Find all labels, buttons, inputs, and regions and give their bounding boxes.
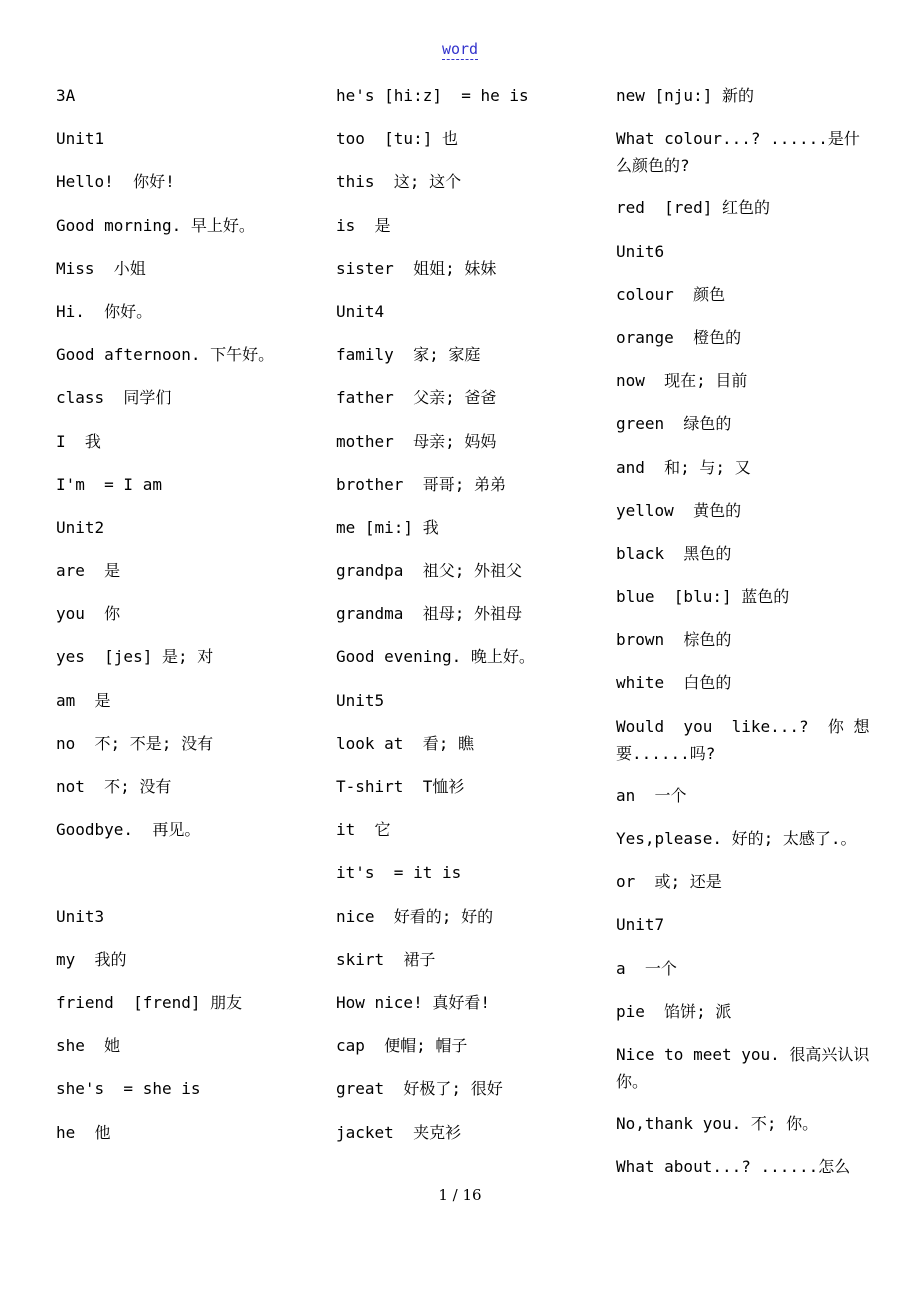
- vocab-entry: black 黑色的: [616, 543, 732, 563]
- vocab-column-1: [56, 82, 311, 1162]
- vocab-entry: Unit4: [336, 301, 385, 321]
- vocab-entry: great 好极了; 很好: [336, 1079, 503, 1099]
- vocab-entry: father 父亲; 爸爸: [336, 388, 497, 408]
- vocab-entry: now 现在; 目前: [616, 371, 748, 391]
- vocab-entry: yellow 黄色的: [616, 500, 742, 520]
- vocab-entry: Yes,please. 好的; 太感了.。: [616, 829, 857, 848]
- vocab-entry: Unit2: [56, 517, 105, 537]
- vocab-entry: am 是: [56, 690, 111, 710]
- vocab-entry: colour 颜色: [616, 284, 726, 304]
- vocab-entry: 3A: [56, 86, 76, 105]
- vocab-column-2: [336, 82, 591, 1162]
- vocab-entry: grandpa 祖父; 外祖父: [336, 561, 522, 581]
- vocab-entry: mother 母亲; 妈妈: [336, 431, 497, 451]
- vocab-entry: my 我的: [56, 949, 127, 969]
- page-header: [0, 40, 920, 58]
- vocab-entry: me [mi:] 我: [336, 517, 439, 537]
- vocab-entry: pie 馅饼; 派: [616, 1001, 732, 1021]
- vocab-entry: she 她: [56, 1036, 121, 1056]
- vocab-entry: [56, 859, 311, 887]
- vocab-entry: Unit3: [56, 906, 105, 926]
- vocab-entry: family 家; 家庭: [336, 345, 481, 365]
- vocab-entry: green 绿色的: [616, 414, 732, 434]
- vocab-entry: an 一个: [616, 785, 687, 805]
- vocab-entry: jacket 夹克衫: [336, 1122, 462, 1142]
- vocab-entry: grandma 祖母; 外祖母: [336, 604, 522, 624]
- vocab-entry: class 同学们: [56, 388, 172, 408]
- vocab-entry: How nice! 真好看!: [336, 992, 490, 1012]
- vocab-entry: it's = it is: [336, 863, 462, 883]
- vocab-entry: orange 橙色的: [616, 327, 742, 347]
- vocab-entry: brown 棕色的: [616, 630, 732, 650]
- vocab-entry: Goodbye. 再见。: [56, 820, 201, 840]
- vocab-entry: friend [frend] 朋友: [56, 992, 243, 1012]
- vocab-entry: he's [hi:z] = he is: [336, 86, 529, 105]
- vocab-entry: cap 便帽; 帽子: [336, 1036, 468, 1056]
- vocab-entry: too [tu:] 也: [336, 129, 458, 149]
- vocab-entry: Unit7: [616, 915, 665, 935]
- vocab-entry: Unit5: [336, 690, 385, 710]
- header-link[interactable]: word: [441, 40, 479, 58]
- vocab-entry: Would you like...? 你 想 要......吗?: [616, 716, 880, 763]
- vocab-entry: a 一个: [616, 958, 677, 978]
- vocab-entry: Unit6: [616, 241, 665, 261]
- vocab-entry: brother 哥哥; 弟弟: [336, 474, 506, 494]
- vocab-entry: he 他: [56, 1122, 111, 1142]
- vocab-entry: Miss 小姐: [56, 258, 146, 278]
- vocab-entry: not 不; 没有: [56, 777, 172, 796]
- vocab-entry: Hi. 你好。: [56, 301, 153, 321]
- vocab-entry: or 或; 还是: [616, 872, 722, 892]
- vocab-entry: red [red] 红色的: [616, 198, 770, 218]
- vocab-entry: blue [blu:] 蓝色的: [616, 587, 790, 607]
- vocab-entry: you 你: [56, 604, 121, 624]
- vocab-entry: Good morning. 早上好。: [56, 215, 255, 235]
- vocab-entry: Good evening. 晚上好。: [336, 647, 535, 667]
- vocab-entry: I'm = I am: [56, 474, 162, 494]
- vocab-entry: are 是: [56, 561, 121, 581]
- vocab-entry: Unit1: [56, 129, 105, 149]
- vocab-entry: Good afternoon. 下午好。: [56, 345, 275, 365]
- vocab-entry: look at 看; 瞧: [336, 733, 474, 753]
- vocab-entry: white 白色的: [616, 673, 732, 693]
- vocab-entry: Hello! 你好!: [56, 172, 175, 192]
- vocab-entry: What colour...? ......是什么颜色的?: [616, 129, 860, 176]
- vocab-entry: and 和; 与; 又: [616, 457, 751, 477]
- vocab-entry: is 是: [336, 215, 391, 235]
- vocab-entry: Nice to meet you. 很高兴认识你。: [616, 1044, 870, 1091]
- vocab-entry: What about...? ......怎么: [616, 1157, 851, 1177]
- vocab-entry: new [nju:] 新的: [616, 86, 754, 105]
- vocab-entry: it 它: [336, 820, 391, 840]
- vocab-entry: sister 姐姐; 妹妹: [336, 258, 497, 278]
- vocab-entry: nice 好看的; 好的: [336, 906, 494, 926]
- vocab-column-3: [616, 82, 880, 1197]
- vocab-entry: I 我: [56, 431, 101, 451]
- vocab-entry: No,thank you. 不; 你。: [616, 1114, 819, 1134]
- vocab-entry: this 这; 这个: [336, 172, 462, 192]
- vocab-entry: yes [jes] 是; 对: [56, 647, 214, 667]
- page-number: 1 / 16: [438, 1186, 482, 1204]
- vocab-entry: no 不; 不是; 没有: [56, 733, 214, 753]
- vocab-entry: she's = she is: [56, 1079, 201, 1099]
- vocab-entry: skirt 裙子: [336, 949, 436, 969]
- vocab-entry: T-shirt T恤衫: [336, 777, 465, 796]
